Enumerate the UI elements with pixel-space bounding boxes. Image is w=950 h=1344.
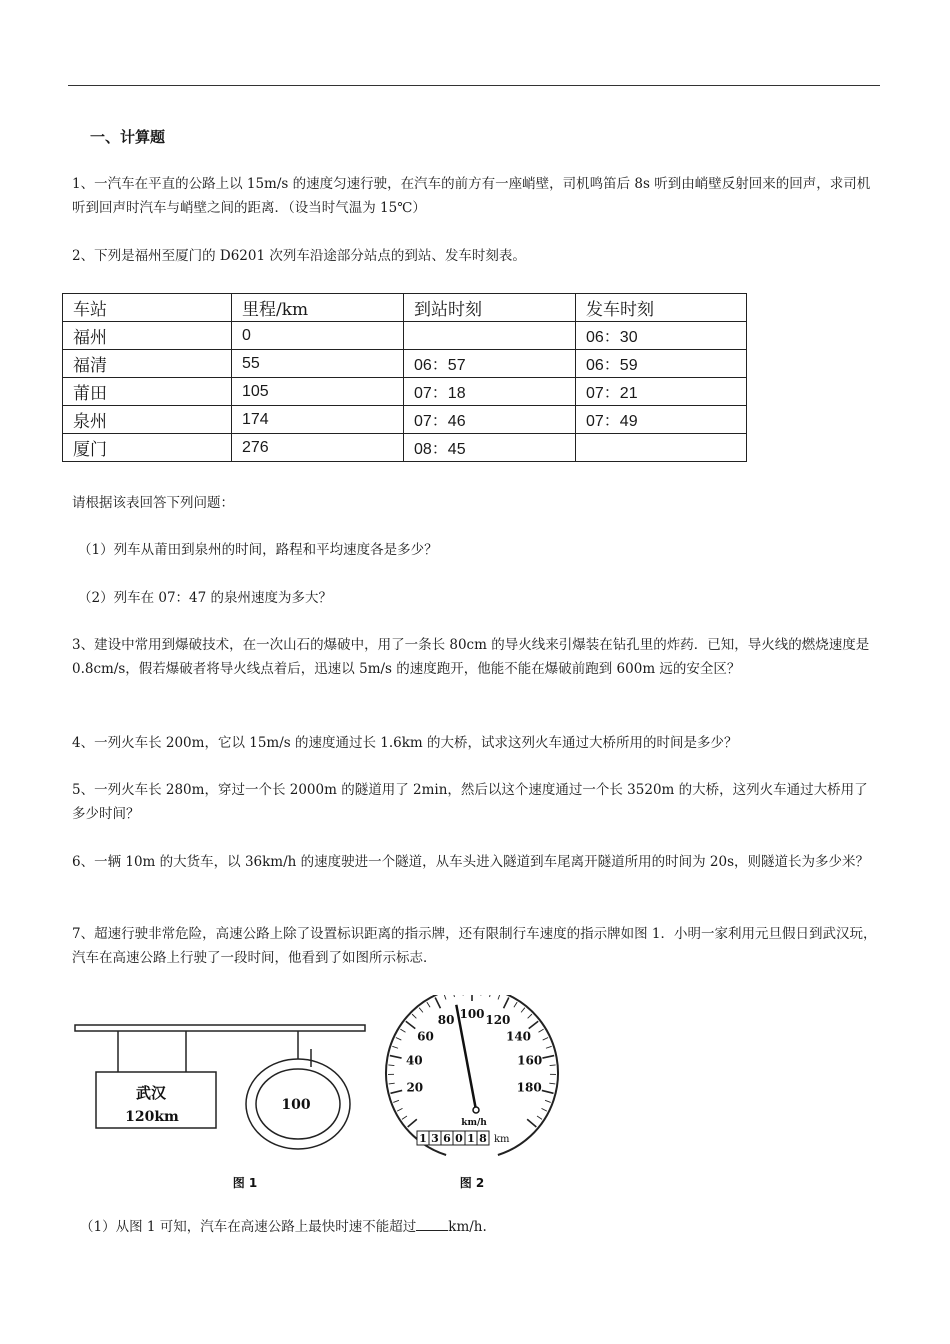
question-5: 5、一列火车长 280m，穿过一个长 2000m 的隧道用了 2min，然后以这个速度通过一个长 3520m 的大桥，这列火车通过大桥用了多少时间？ bbox=[72, 782, 868, 822]
dial-tick bbox=[393, 1100, 399, 1102]
dial-tick bbox=[408, 1119, 417, 1127]
dial-label: 20 bbox=[406, 1080, 424, 1095]
dial-tick bbox=[427, 1002, 430, 1007]
dial-tick bbox=[550, 1065, 556, 1066]
table-cell: 福清 bbox=[63, 350, 232, 378]
odometer-digit: 1 bbox=[467, 1132, 475, 1145]
question-7-sub-1-unit: km/h. bbox=[448, 1219, 487, 1235]
odometer-digit: 0 bbox=[455, 1132, 463, 1145]
table-cell: 276 bbox=[232, 434, 404, 462]
table-cell: 福州 bbox=[63, 322, 232, 350]
question-7: 7、超速行驶非常危险，高速公路上除了设置标识距离的指示牌，还有限制行车速度的指示牌如图 1．小明一家利用元旦假日到武汉玩，汽车在高速公路上行驶了一段时间，他看到了如图所示标志． bbox=[72, 926, 877, 966]
table-header-cell: 车站 bbox=[63, 294, 232, 322]
table-cell: 07：49 bbox=[576, 406, 747, 434]
sign-city: 武汉 bbox=[135, 1084, 167, 1102]
sign-distance: 120km bbox=[125, 1109, 179, 1125]
dial-tick bbox=[498, 995, 500, 999]
dial-tick bbox=[444, 995, 446, 999]
table-cell: 07：46 bbox=[404, 406, 576, 434]
dial-label: 120 bbox=[485, 1013, 511, 1027]
odometer-digit: 3 bbox=[431, 1132, 439, 1145]
dial-tick bbox=[388, 1065, 394, 1066]
dial-tick bbox=[543, 1038, 548, 1041]
figure-2-speedometer bbox=[386, 995, 558, 1190]
dial-tick bbox=[412, 1014, 416, 1018]
dial-tick bbox=[545, 1100, 551, 1102]
table-cell: 07：21 bbox=[576, 378, 747, 406]
needle-hub bbox=[473, 1107, 479, 1113]
dial-tick bbox=[529, 1021, 538, 1028]
figures bbox=[70, 995, 560, 1200]
dial-tick bbox=[397, 1108, 402, 1111]
dial-tick bbox=[400, 1029, 405, 1032]
table-cell: 0 bbox=[232, 322, 404, 350]
dial-label: 160 bbox=[517, 1053, 543, 1068]
table-cell: 06：30 bbox=[576, 322, 747, 350]
table-cell bbox=[576, 434, 747, 462]
table-cell: 泉州 bbox=[63, 406, 232, 434]
table-cell: 厦门 bbox=[63, 434, 232, 462]
dial-label: 100 bbox=[459, 1007, 485, 1021]
dial-tick bbox=[392, 1046, 398, 1048]
dial-tick bbox=[504, 998, 509, 1009]
table-row bbox=[63, 378, 747, 406]
question-4: 4、一列火车长 200m，它以 15m/s 的速度通过长 1.6km 的大桥，试求这列火车通过大桥所用的时间是多少？ bbox=[72, 735, 738, 751]
dial-tick bbox=[542, 1056, 554, 1058]
table-row bbox=[63, 406, 747, 434]
dial-tick bbox=[549, 1083, 555, 1084]
odometer bbox=[417, 1131, 489, 1145]
header-rule bbox=[68, 85, 880, 86]
dial-tick bbox=[528, 1014, 532, 1018]
question-7-sub-1-text: （1）从图 1 可知，汽车在高速公路上最快时速不能超过 bbox=[80, 1219, 417, 1235]
dial-tick bbox=[539, 1029, 544, 1032]
dial-tick bbox=[406, 1021, 415, 1028]
table-cell: 06：57 bbox=[404, 350, 576, 378]
question-6: 6、一辆 10m 的大货车，以 36km/h 的速度驶进一个隧道，从车头进入隧道到车尾离开隧道所用的时间为 20s，则隧道长为多少米？ bbox=[72, 854, 870, 870]
dial-label: 140 bbox=[505, 1029, 532, 1044]
dial-tick bbox=[542, 1090, 554, 1093]
table-cell: 55 bbox=[232, 350, 404, 378]
dial-label: 180 bbox=[516, 1080, 542, 1095]
table-header-cell: 发车时刻 bbox=[576, 294, 747, 322]
figure-1 bbox=[75, 1025, 365, 1190]
table-row bbox=[63, 350, 747, 378]
dial-tick bbox=[390, 1056, 402, 1058]
dial-tick bbox=[541, 1108, 546, 1111]
question-2-intro: 2、下列是福州至厦门的 D6201 次列车沿途部分站点的到站、发车时刻表。 bbox=[72, 248, 526, 264]
answer-blank[interactable] bbox=[416, 1216, 448, 1231]
table-cell: 06：59 bbox=[576, 350, 747, 378]
dial-label: 40 bbox=[405, 1053, 423, 1068]
dial-tick bbox=[402, 1116, 407, 1119]
table-cell: 莆田 bbox=[63, 378, 232, 406]
table-cell: 174 bbox=[232, 406, 404, 434]
table-cell: 08：45 bbox=[404, 434, 576, 462]
dial-tick bbox=[419, 1008, 423, 1013]
odometer-unit: km bbox=[494, 1134, 510, 1145]
dial-tick bbox=[481, 995, 482, 996]
dial-label: 80 bbox=[437, 1013, 455, 1027]
dial-tick bbox=[390, 1090, 402, 1093]
gantry-beam bbox=[75, 1025, 365, 1031]
table-header-cell: 里程/km bbox=[232, 294, 404, 322]
question-2-sub-1: （1）列车从莆田到泉州的时间，路程和平均速度各是多少？ bbox=[78, 542, 438, 558]
dial-tick bbox=[521, 1008, 525, 1013]
dial-tick bbox=[537, 1116, 542, 1119]
table-header-row bbox=[63, 294, 747, 322]
dial-tick bbox=[490, 995, 491, 997]
question-2-prompt: 请根据该表回答下列问题： bbox=[72, 495, 234, 511]
dial-tick bbox=[396, 1038, 401, 1041]
table-row bbox=[63, 322, 747, 350]
dial-tick bbox=[527, 1119, 536, 1127]
table-header-cell: 到站时刻 bbox=[404, 294, 576, 322]
question-2-sub-2: （2）列车在 07：47 的泉州速度为多大？ bbox=[78, 590, 333, 606]
speed-limit-value: 100 bbox=[281, 1097, 311, 1113]
train-schedule-table bbox=[62, 293, 747, 462]
question-7-sub-1 bbox=[80, 1215, 880, 1239]
question-3: 3、建设中常用到爆破技术，在一次山石的爆破中，用了一条长 80cm 的导火线来引爆装在钻孔里的炸药．已知，导火线的燃烧速度是 0.8cm/s，假若爆破者将导火线点着后，迅速以 5m/s 的速度跑开，他能不能在爆破前跑到 600m 远的安全区？ bbox=[72, 637, 870, 677]
dial-tick bbox=[389, 1083, 395, 1084]
figure-2-caption: 图 2 bbox=[459, 1176, 485, 1190]
table-cell: 105 bbox=[232, 378, 404, 406]
table-cell bbox=[404, 322, 576, 350]
question-1: 1、一汽车在平直的公路上以 15m/s 的速度匀速行驶，在汽车的前方有一座峭壁，司机鸣笛后 8s 听到由峭壁反射回来的回声，求司机听到回声时汽车与峭壁之间的距离．（设当时气温为 15℃） bbox=[72, 176, 871, 216]
dial-tick bbox=[462, 995, 463, 996]
dial-labels bbox=[406, 1007, 542, 1094]
dial-label: 60 bbox=[417, 1029, 434, 1044]
table-row bbox=[63, 434, 747, 462]
odometer-digit: 6 bbox=[443, 1132, 451, 1145]
dial-tick bbox=[435, 998, 440, 1009]
odometer-digit: 8 bbox=[479, 1132, 487, 1145]
dial-tick bbox=[546, 1046, 552, 1048]
dial-tick bbox=[514, 1002, 517, 1007]
table-cell: 07：18 bbox=[404, 378, 576, 406]
section-title: 一、计算题 bbox=[90, 128, 166, 146]
figure-1-caption: 图 1 bbox=[232, 1176, 258, 1190]
dial-tick bbox=[453, 995, 454, 997]
odometer-digit: 1 bbox=[419, 1132, 427, 1145]
dial-unit: km/h bbox=[461, 1118, 487, 1128]
